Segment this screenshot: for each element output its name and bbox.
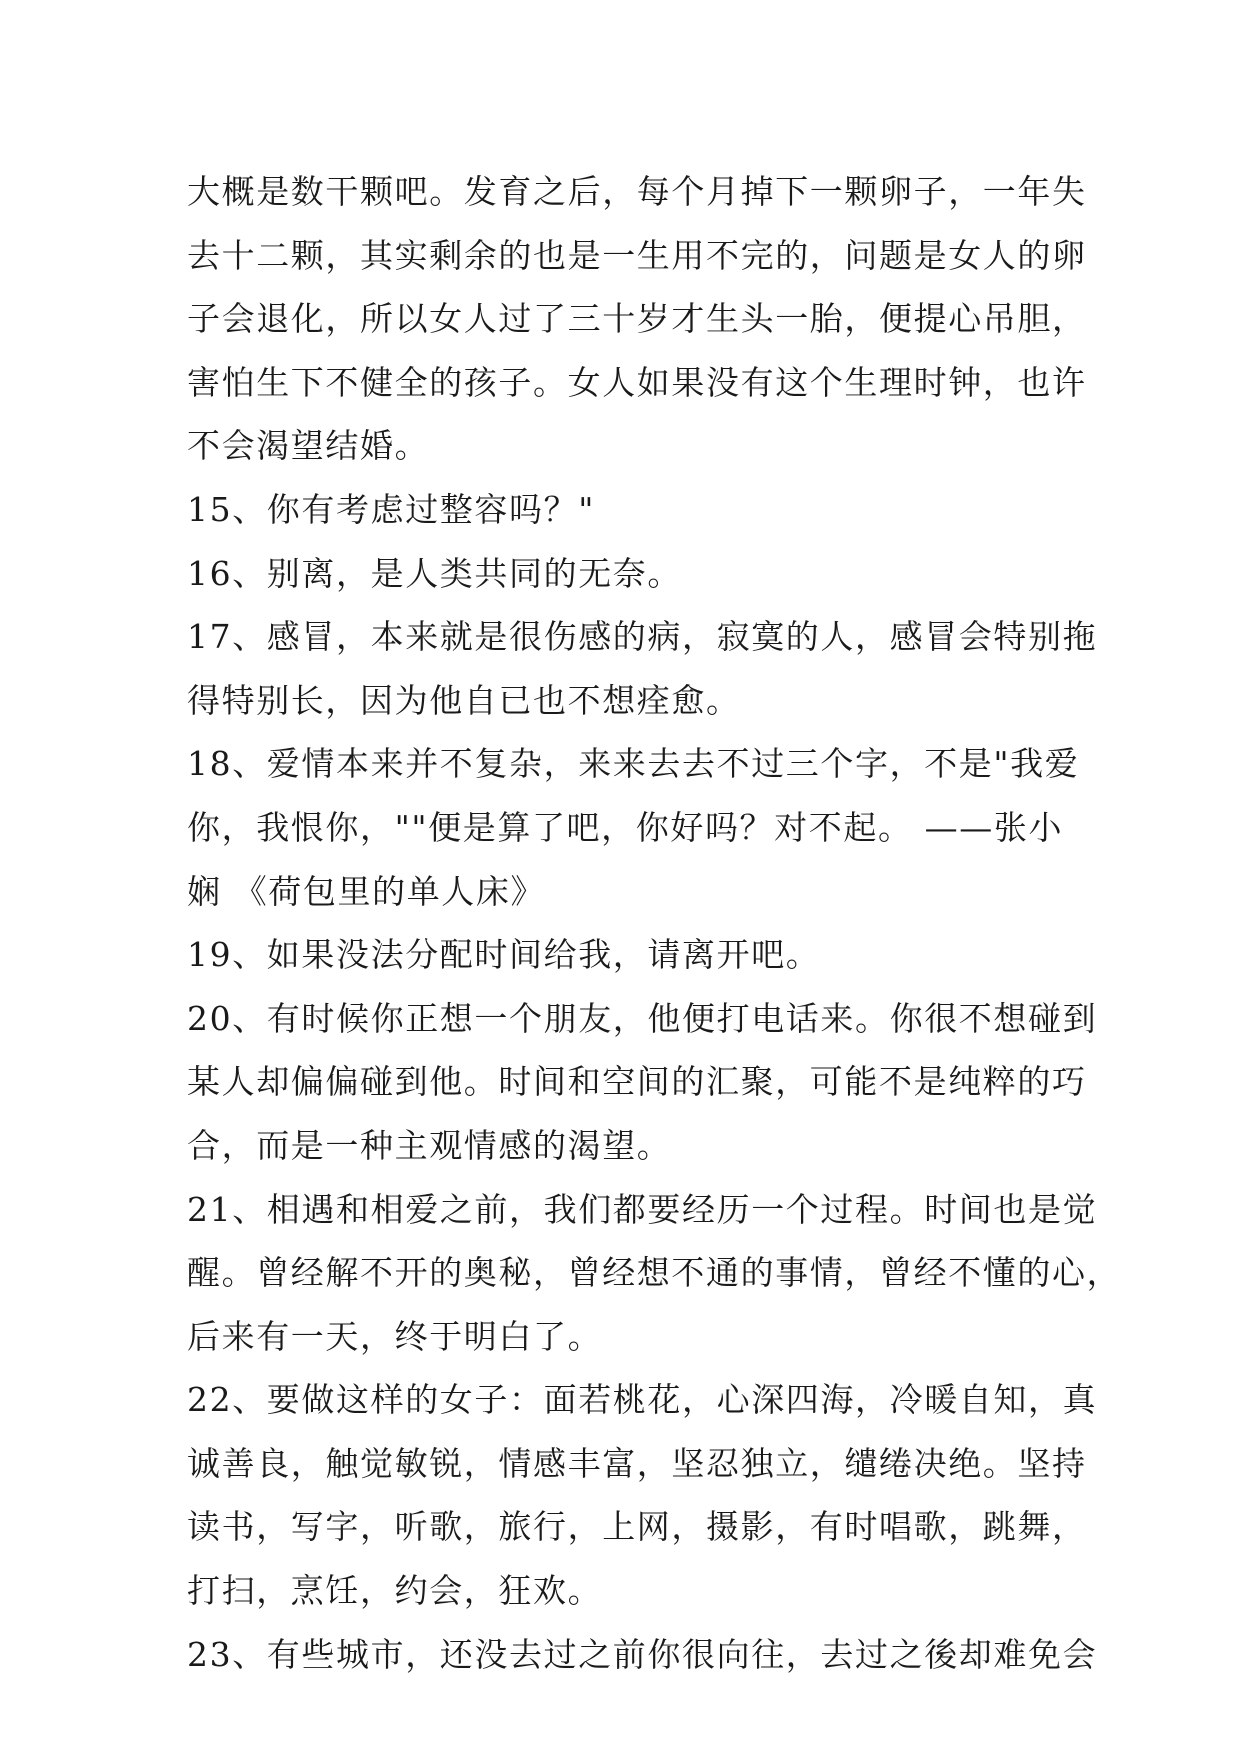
quote-item-18: 18、爱情本来并不复杂，来来去去不过三个字，不是"我爱 [187, 744, 1080, 784]
quote-item-21: 21、相遇和相爱之前，我们都要经历一个过程。时间也是觉 [187, 1189, 1098, 1229]
quote-item-23: 23、有些城市，还没去过之前你很向往，去过之後却难免会 [187, 1634, 1098, 1674]
quote-item-19: 19、如果没法分配时间给我，请离开吧。 [187, 935, 821, 975]
text-line: 诚善良，触觉敏锐，情感丰富，坚忍独立，缱绻决绝。坚持 [187, 1443, 1087, 1483]
text-line: 读书，写字，听歌，旅行，上网，摄影，有时唱歌，跳舞， [187, 1507, 1087, 1547]
text-line: 打扫，烹饪，约会，狂欢。 [187, 1571, 603, 1611]
text-line: 去十二颗，其实剩余的也是一生用不完的，问题是女人的卵 [187, 235, 1087, 275]
text-line: 娴 《荷包里的单人床》 [187, 871, 546, 911]
document-body [187, 160, 1122, 1686]
text-line: 你，我恨你，""便是算了吧，你好吗？对不起。 ——张小 [187, 807, 1064, 847]
quote-item-16: 16、别离，是人类共同的无奈。 [187, 553, 682, 593]
text-line: 害怕生下不健全的孩子。女人如果没有这个生理时钟，也许 [187, 362, 1087, 402]
quote-item-17: 17、感冒，本来就是很伤感的病，寂寞的人，感冒会特别拖 [187, 617, 1098, 657]
text-line: 醒。曾经解不开的奥秘，曾经想不通的事情，曾经不懂的心， [187, 1253, 1122, 1293]
quote-item-20: 20、有时候你正想一个朋友，他便打电话来。你很不想碰到 [187, 998, 1098, 1038]
text-line: 子会退化，所以女人过了三十岁才生头一胎，便提心吊胆， [187, 299, 1087, 339]
quote-item-22: 22、要做这样的女子：面若桃花，心深四海，冷暖自知，真 [187, 1380, 1098, 1420]
text-line: 后来有一天，终于明白了。 [187, 1316, 603, 1356]
text-line: 大概是数干颗吧。发育之后，每个月掉下一颗卵子，一年失 [187, 172, 1087, 211]
text-line: 得特别长，因为他自已也不想痊愈。 [187, 680, 741, 720]
text-line: 合，而是一种主观情感的渴望。 [187, 1125, 672, 1165]
quote-item-15: 15、你有考虑过整容吗？" [187, 489, 595, 529]
text-line: 不会渴望结婚。 [187, 426, 430, 466]
text-line: 某人却偏偏碰到他。时间和空间的汇聚，可能不是纯粹的巧 [187, 1062, 1087, 1102]
